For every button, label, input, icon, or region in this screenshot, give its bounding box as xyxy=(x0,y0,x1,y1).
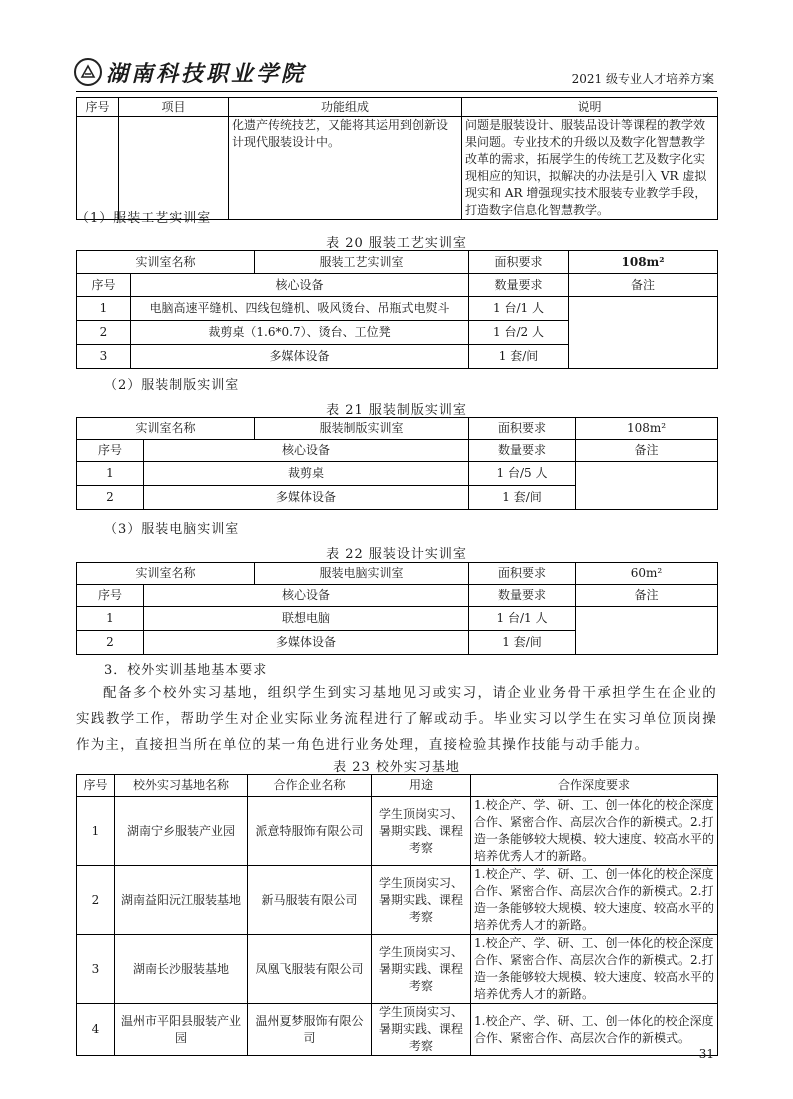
table-cell: 面积要求 xyxy=(469,563,576,585)
table-cell: 学生顶岗实习、暑期实践、课程考察 xyxy=(372,1004,471,1056)
table-cell: 服装制版实训室 xyxy=(255,418,469,440)
table-cell: 实训室名称 xyxy=(77,563,255,585)
table-caption: 表 23 校外实习基地 xyxy=(333,760,460,775)
college-logo-icon xyxy=(74,58,102,86)
table-cell: 面积要求 xyxy=(469,418,576,440)
table-cell: 派意特服饰有限公司 xyxy=(248,797,372,866)
table-cell: 1 台/5 人 xyxy=(469,462,576,486)
table-caption: 表 20 服装工艺实训室 xyxy=(326,236,467,251)
table-cell: 1 套/间 xyxy=(469,345,569,369)
table-cell: 湖南长沙服装基地 xyxy=(115,935,248,1004)
table-cell: 问题是服装设计、服装品设计等课程的教学效果问题。专业技术的升级以及数字化智慧教学改革的需求，拓展学生的传统工艺及数字化实现相应的知识，拟解决的办法是引入 VR 虚拟现实和 AR 增强现实技术服装专业教学手段，打造数字信息化智慧教学。 xyxy=(462,117,718,220)
table-cell: 2 xyxy=(77,321,131,345)
table-cell: 温州夏梦服饰有限公司 xyxy=(248,1004,372,1056)
table-cell: 学生顶岗实习、暑期实践、课程考察 xyxy=(372,866,471,935)
table-header-cell: 核心设备 xyxy=(131,274,469,297)
table-cell: 新马服装有限公司 xyxy=(248,866,372,935)
table-cell: 电脑高速平缝机、四线包缝机、吸风烫台、吊瓶式电熨斗 xyxy=(131,297,469,321)
training-room-table xyxy=(76,562,718,655)
table-cell: 裁剪桌 xyxy=(144,462,469,486)
table-header-row xyxy=(77,98,718,117)
table-row xyxy=(77,297,718,321)
table-cell: 1.校企产、学、研、工、创一体化的校企深度合作、紧密合作、高层次合作的新模式。2.打造一条能够较大规模、较大速度、较高水平的培养优秀人才的新路。 xyxy=(471,866,718,935)
table-header-cell: 序号 xyxy=(77,775,115,797)
table-cell xyxy=(119,117,229,220)
section-heading: （3）服装电脑实训室 xyxy=(104,522,240,537)
table-header-cell: 核心设备 xyxy=(144,585,469,607)
offsite-base-table xyxy=(76,774,718,1056)
table-cell: 联想电脑 xyxy=(144,607,469,631)
header-divider xyxy=(76,91,717,92)
table-cell: 2 xyxy=(77,866,115,935)
table-cell xyxy=(569,297,718,369)
table-cell: 学生顶岗实习、暑期实践、课程考察 xyxy=(372,797,471,866)
table-header-cell: 数量要求 xyxy=(469,440,576,462)
table-cell: 服装电脑实训室 xyxy=(255,563,469,585)
table-header-cell: 合作深度要求 xyxy=(471,775,718,797)
training-room-table xyxy=(76,417,718,510)
table-cell xyxy=(576,462,718,510)
table-cell: 1 套/间 xyxy=(469,631,576,655)
table-cell: 实训室名称 xyxy=(77,251,255,274)
document-title: 2021 级专业人才培养方案 xyxy=(571,72,714,86)
table-row xyxy=(77,607,718,631)
table-cell: 服装工艺实训室 xyxy=(255,251,469,274)
table-cell: 3 xyxy=(77,935,115,1004)
table-header-row xyxy=(77,440,718,462)
table-cell: 1 xyxy=(77,607,144,631)
table-cell: 2 xyxy=(77,631,144,655)
table-cell: 1 xyxy=(77,797,115,866)
table-header-cell: 项目 xyxy=(119,98,229,117)
table-header-cell: 序号 xyxy=(77,585,144,607)
table-cell: 温州市平阳县服装产业园 xyxy=(115,1004,248,1056)
table-cell: 裁剪桌（1.6*0.7）、烫台、工位凳 xyxy=(131,321,469,345)
table-cell: 1 台/1 人 xyxy=(469,607,576,631)
table-cell xyxy=(77,117,119,220)
table-header-cell: 用途 xyxy=(372,775,471,797)
table-header-cell: 校外实习基地名称 xyxy=(115,775,248,797)
table-header-cell: 数量要求 xyxy=(469,274,569,297)
table-header-cell: 数量要求 xyxy=(469,585,576,607)
table-cell: 湖南益阳沅江服装基地 xyxy=(115,866,248,935)
table-cell: 1 套/间 xyxy=(469,486,576,510)
table-row xyxy=(77,418,718,440)
table-cell: 多媒体设备 xyxy=(144,631,469,655)
body-paragraph: 配备多个校外实习基地，组织学生到实习基地见习或实习，请企业业务骨干承担学生在企业的实践教学工作，帮助学生对企业实际业务流程进行了解或动手。毕业实习以学生在实习单位顶岗操作为主，直接担当所在单位的某一角色进行业务处理，直接检验其操作技能与动手能力。 xyxy=(76,685,717,753)
table-cell: 1.校企产、学、研、工、创一体化的校企深度合作、紧密合作、高层次合作的新模式。2.打造一条能够较大规模、较大速度、较高水平的培养优秀人才的新路。 xyxy=(471,797,718,866)
table-cell: 湖南宁乡服装产业园 xyxy=(115,797,248,866)
table-header-cell: 说明 xyxy=(462,98,718,117)
table-cell: 学生顶岗实习、暑期实践、课程考察 xyxy=(372,935,471,1004)
table-cell: 1 台/1 人 xyxy=(469,297,569,321)
table-header-cell: 功能组成 xyxy=(229,98,462,117)
table-header-cell: 序号 xyxy=(77,440,144,462)
table-cell: 实训室名称 xyxy=(77,418,255,440)
table-cell: 凤凰飞服装有限公司 xyxy=(248,935,372,1004)
table-cell: 1 xyxy=(77,297,131,321)
table-cell: 多媒体设备 xyxy=(131,345,469,369)
section-heading: （1）服装工艺实训室 xyxy=(76,211,212,226)
table-cell: 4 xyxy=(77,1004,115,1056)
table-cell: 1 xyxy=(77,462,144,486)
table-cell: 1.校企产、学、研、工、创一体化的校企深度合作、紧密合作、高层次合作的新模式。 xyxy=(471,1004,718,1056)
table-cell: 面积要求 xyxy=(469,251,569,274)
table-cell xyxy=(576,607,718,655)
table-header-cell: 序号 xyxy=(77,98,119,117)
table-row xyxy=(77,251,718,274)
page-number: 31 xyxy=(698,1047,714,1061)
table-header-row xyxy=(77,775,718,797)
table-header-row xyxy=(77,585,718,607)
table-row xyxy=(77,1004,718,1056)
table-header-cell: 备注 xyxy=(569,274,718,297)
table-cell: 1 台/2 人 xyxy=(469,321,569,345)
college-logo-text: 湖南科技职业学院 xyxy=(106,61,307,87)
training-room-table xyxy=(76,250,718,369)
table-header-cell: 备注 xyxy=(576,440,718,462)
section-heading: 3．校外实训基地基本要求 xyxy=(104,663,268,678)
table-cell: 108m² xyxy=(576,418,718,440)
continued-table xyxy=(76,97,718,220)
table-row xyxy=(77,866,718,935)
table-row xyxy=(77,935,718,1004)
table-row xyxy=(77,117,718,220)
table-cell: 化遗产传统技艺，又能将其运用到创新设计现代服装设计中。 xyxy=(229,117,462,220)
table-header-cell: 核心设备 xyxy=(144,440,469,462)
table-caption: 表 21 服装制版实训室 xyxy=(326,403,467,418)
table-caption: 表 22 服装设计实训室 xyxy=(326,547,467,562)
table-header-row xyxy=(77,274,718,297)
table-cell: 108m² xyxy=(569,251,718,274)
table-row xyxy=(77,563,718,585)
table-cell: 多媒体设备 xyxy=(144,486,469,510)
table-header-cell: 合作企业名称 xyxy=(248,775,372,797)
table-cell: 60m² xyxy=(576,563,718,585)
table-cell: 3 xyxy=(77,345,131,369)
table-row xyxy=(77,797,718,866)
table-cell: 1.校企产、学、研、工、创一体化的校企深度合作、紧密合作、高层次合作的新模式。2.打造一条能够较大规模、较大速度、较高水平的培养优秀人才的新路。 xyxy=(471,935,718,1004)
table-header-cell: 备注 xyxy=(576,585,718,607)
table-header-cell: 序号 xyxy=(77,274,131,297)
table-cell: 2 xyxy=(77,486,144,510)
table-row xyxy=(77,462,718,486)
section-heading: （2）服装制版实训室 xyxy=(104,378,240,393)
